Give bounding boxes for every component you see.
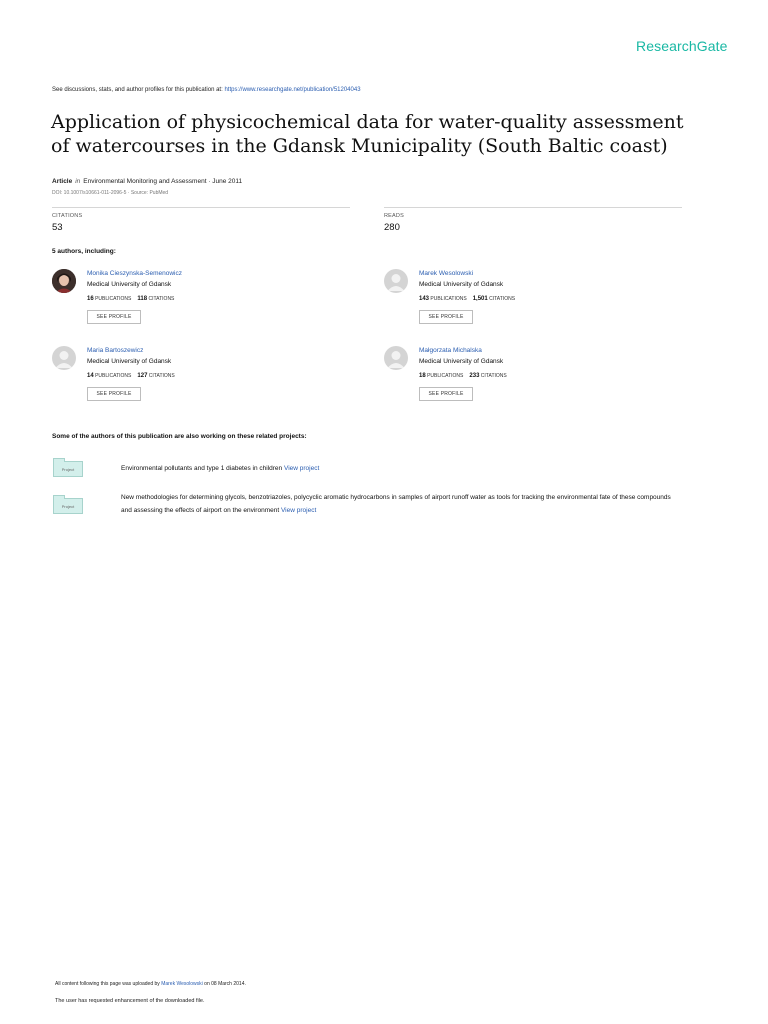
see-profile-button[interactable]: SEE PROFILE: [419, 387, 473, 401]
author-card: [384, 346, 684, 416]
author-photo-icon: [52, 269, 76, 293]
project-icon-label: Project: [61, 466, 75, 472]
citations-value: 53: [52, 222, 63, 233]
author-placeholder-avatar[interactable]: [52, 346, 76, 370]
author-name-link[interactable]: Małgorzata Michalska: [419, 347, 482, 354]
citations-label: CITATIONS: [148, 296, 175, 302]
project-title: Environmental pollutants and type 1 diabetes in children: [121, 465, 283, 472]
citations-label: CITATIONS: [489, 296, 516, 302]
see-profile-button[interactable]: SEE PROFILE: [419, 310, 473, 324]
view-project-link[interactable]: View project: [280, 507, 317, 514]
article-type: Article: [52, 178, 73, 185]
author-card: [52, 269, 352, 339]
publications-label: PUBLICATIONS: [95, 296, 132, 302]
uploader-link[interactable]: Marek Wesolowski: [161, 981, 203, 987]
publications-count: 16: [87, 296, 94, 302]
reads-divider: [384, 207, 682, 208]
publication-meta: [52, 178, 242, 185]
author-stats: [419, 296, 515, 302]
doi-line: DOI: 10.1007/s10661-011-2096-5 · Source: PubMed: [52, 190, 169, 196]
author-placeholder-avatar[interactable]: [384, 346, 408, 370]
upload-suffix: on 08 March 2014.: [204, 981, 246, 987]
author-name-link[interactable]: Marek Wesolowski: [419, 270, 474, 277]
author-stats: [419, 373, 507, 379]
upload-prefix: All content following this page was uploaded by: [55, 981, 160, 987]
author-photo-avatar[interactable]: [52, 269, 76, 293]
person-silhouette-icon: [384, 269, 408, 293]
citations-count: 118: [137, 296, 148, 302]
author-name-link[interactable]: Monika Cieszynska-Semenowicz: [87, 270, 183, 277]
disclaimer-text: See discussions, stats, and author profiles for this publication at:: [52, 87, 223, 93]
project-description: [121, 462, 681, 475]
in-word: in: [75, 178, 81, 185]
project-folder-icon[interactable]: [53, 498, 83, 514]
project-icon-label: Project: [61, 503, 75, 509]
author-institution: Medical University of Gdansk: [419, 281, 504, 288]
publications-count: 18: [419, 373, 426, 379]
see-profile-button[interactable]: SEE PROFILE: [87, 387, 141, 401]
publications-count: 14: [87, 373, 94, 379]
author-stats: [87, 296, 174, 302]
journal-name[interactable]: Environmental Monitoring and Assessment · June 2011: [83, 178, 243, 185]
project-title: New methodologies for determining glycols, benzotriazoles, polycyclic aromatic hydrocarbons in samples of airport runoff water as tools for tracking the environmental fate of these compounds and assessing the effects of airport on the environment: [121, 494, 671, 514]
citations-divider: [52, 207, 350, 208]
related-projects-heading: Some of the authors of this publication are also working on these related projects:: [52, 433, 307, 440]
see-profile-button[interactable]: SEE PROFILE: [87, 310, 141, 324]
disclaimer-line: [52, 87, 361, 93]
author-stats: [87, 373, 175, 379]
author-card: [52, 346, 352, 416]
publications-label: PUBLICATIONS: [427, 373, 464, 379]
reads-label: READS: [384, 213, 404, 219]
citations-count: 1,501: [472, 296, 488, 302]
author-institution: Medical University of Gdansk: [87, 281, 172, 288]
citations-count: 233: [469, 373, 480, 379]
author-placeholder-avatar[interactable]: [384, 269, 408, 293]
publications-label: PUBLICATIONS: [430, 296, 467, 302]
person-silhouette-icon: [384, 346, 408, 370]
enhancement-note: The user has requested enhancement of the downloaded file.: [55, 998, 205, 1004]
view-project-link[interactable]: View project: [283, 465, 320, 472]
author-card: [384, 269, 684, 339]
author-name-link[interactable]: Maria Bartoszewicz: [87, 347, 144, 354]
author-institution: Medical University of Gdansk: [87, 358, 172, 365]
citations-label: CITATIONS: [148, 373, 175, 379]
citations-label: CITATIONS: [52, 213, 83, 219]
publications-label: PUBLICATIONS: [95, 373, 132, 379]
project-description: [121, 491, 681, 517]
publications-count: 143: [419, 296, 430, 302]
researchgate-logo[interactable]: ResearchGate: [636, 38, 728, 54]
citations-label: CITATIONS: [480, 373, 507, 379]
project-folder-icon[interactable]: [53, 461, 83, 477]
publication-title: Application of physicochemical data for water-quality assessment of watercourses in the Gdansk Municipality (South Baltic coast): [51, 111, 684, 157]
author-institution: Medical University of Gdansk: [419, 358, 504, 365]
publication-url-link[interactable]: https://www.researchgate.net/publication/51204043: [224, 87, 361, 93]
reads-value: 280: [384, 222, 400, 233]
authors-heading: 5 authors, including:: [52, 248, 116, 255]
upload-note: [55, 981, 246, 987]
person-silhouette-icon: [52, 346, 76, 370]
citations-count: 127: [137, 373, 148, 379]
